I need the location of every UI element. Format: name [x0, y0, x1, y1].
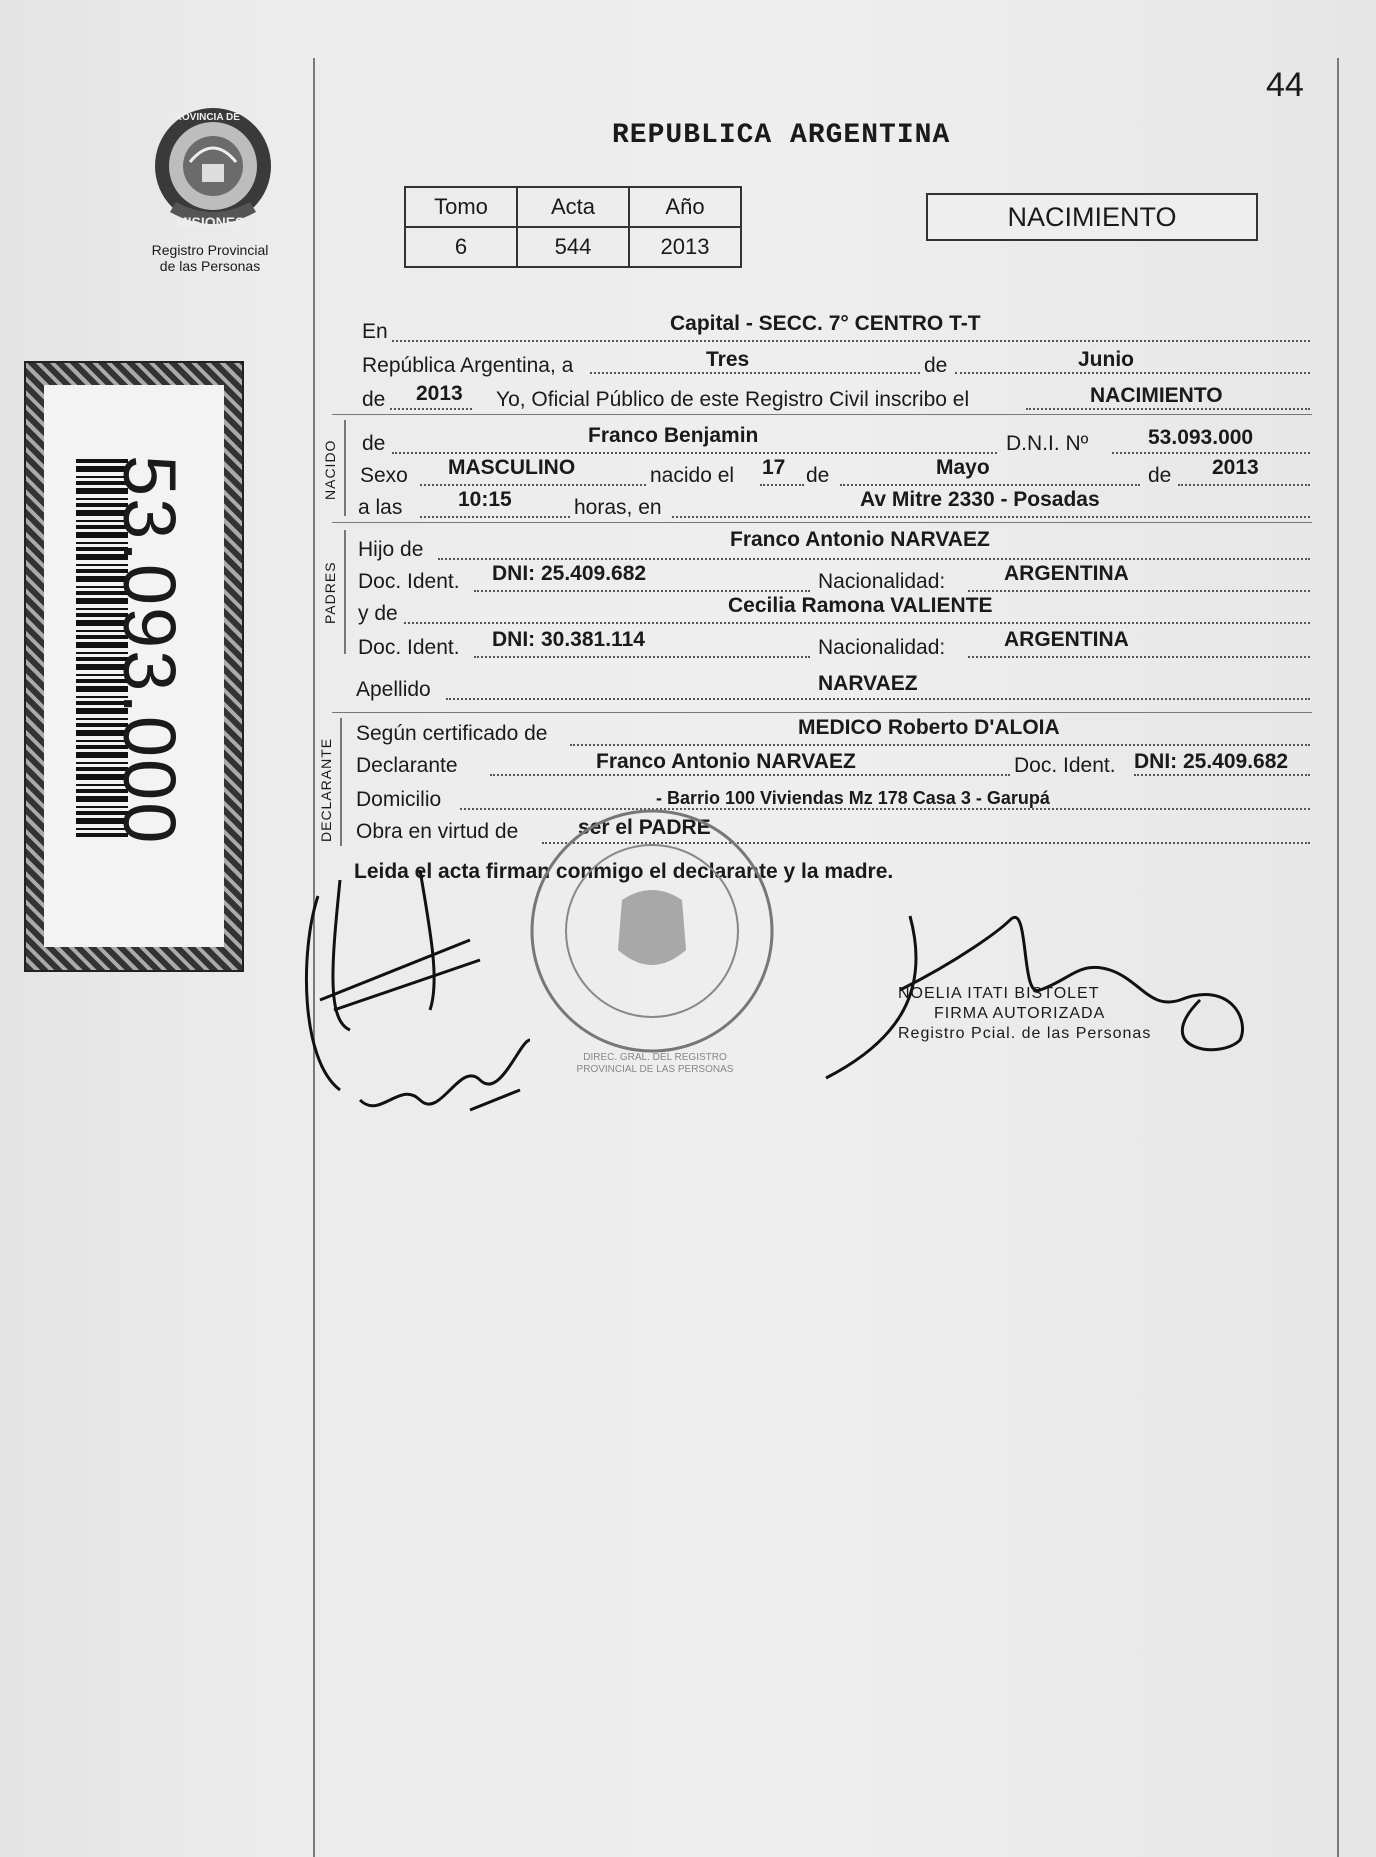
dotted-rule: [542, 842, 1310, 844]
header-tomo: Tomo: [405, 187, 517, 227]
label-nacido-el: nacido el: [650, 464, 735, 487]
right-margin-line: [1337, 58, 1339, 1857]
value-apellido: NARVAEZ: [818, 672, 918, 695]
label-dni: D.N.I. Nº: [1006, 432, 1089, 455]
signer-name: NOELIA ITATI BISTOLET: [898, 985, 1100, 1002]
label-horas: horas, en: [574, 496, 662, 519]
dotted-rule: [474, 656, 810, 658]
label-republica: República Argentina, a: [362, 354, 574, 377]
value-birth-year: 2013: [1212, 456, 1259, 479]
dotted-rule: [1112, 452, 1310, 454]
value-birth-time: 10:15: [458, 488, 512, 511]
signer-office: Registro Pcial. de las Personas: [898, 1025, 1152, 1042]
padres-bracket: [344, 530, 346, 654]
page-number: 44: [1266, 66, 1304, 104]
section-separator: [332, 522, 1312, 523]
dotted-rule: [840, 484, 1140, 486]
header-acta: Acta: [517, 187, 629, 227]
dotted-rule: [490, 774, 1010, 776]
signer-block: [898, 984, 1151, 1044]
label-inscribo: Yo, Oficial Público de este Registro Civil inscribo el: [496, 388, 970, 411]
dotted-rule: [420, 516, 570, 518]
value-mother-name: Cecilia Ramona VALIENTE: [728, 594, 993, 617]
barcode-label: [24, 361, 244, 972]
register-table-value-row: [405, 227, 741, 267]
label-father-nationality: Nacionalidad:: [818, 570, 946, 593]
value-declarante-name: Franco Antonio NARVAEZ: [596, 750, 856, 773]
dotted-rule: [968, 590, 1310, 592]
logo-arc-bottom: MISIONES: [176, 214, 245, 230]
value-child-name: Franco Benjamin: [588, 424, 759, 447]
dotted-rule: [420, 484, 646, 486]
value-father-doc: DNI: 25.409.682: [492, 562, 647, 585]
label-nacido-de: de: [362, 432, 386, 455]
label-mother-nationality: Nacionalidad:: [818, 636, 946, 659]
register-table-header-row: [405, 187, 741, 227]
dotted-rule: [474, 590, 810, 592]
label-hijo-de: Hijo de: [358, 538, 424, 561]
value-birth-day: 17: [762, 456, 786, 479]
dotted-rule: [570, 744, 1310, 746]
dotted-rule: [404, 622, 1310, 624]
value-day: Tres: [706, 348, 750, 371]
dotted-rule: [590, 372, 920, 374]
value-month: Junio: [1078, 348, 1134, 371]
logo-caption-line1: Registro Provincial: [151, 242, 269, 258]
label-obra: Obra en virtud de: [356, 820, 519, 843]
value-year: 2013: [416, 382, 463, 405]
value-father-nationality: ARGENTINA: [1004, 562, 1129, 585]
section-separator: [332, 712, 1312, 713]
value-ano: 2013: [629, 227, 741, 267]
value-acta: 544: [517, 227, 629, 267]
value-mother-doc: DNI: 30.381.114: [492, 628, 645, 651]
section-separator: [332, 414, 1312, 415]
value-child-dni: 53.093.000: [1148, 426, 1254, 449]
value-birth-month: Mayo: [936, 456, 990, 479]
label-de-year: de: [362, 388, 386, 411]
label-de-month: de: [924, 354, 948, 377]
left-margin-line: [313, 58, 315, 1857]
logo-caption: [120, 242, 300, 274]
value-domicilio: - Barrio 100 Viviendas Mz 178 Casa 3 - Garupá: [656, 788, 1050, 808]
dotted-rule: [1178, 484, 1310, 486]
label-sexo: Sexo: [360, 464, 408, 487]
dotted-rule: [390, 408, 472, 410]
dotted-rule: [438, 558, 1310, 560]
nacido-bracket: [344, 420, 346, 516]
dotted-rule: [968, 656, 1310, 658]
value-place: Capital - SECC. 7° CENTRO T-T: [670, 312, 981, 335]
value-act: NACIMIENTO: [1090, 384, 1223, 407]
label-a-las: a las: [358, 496, 403, 519]
dotted-rule: [392, 452, 997, 454]
value-father-name: Franco Antonio NARVAEZ: [730, 528, 990, 551]
label-de-birth-year: de: [1148, 464, 1172, 487]
label-certificado: Según certificado de: [356, 722, 548, 745]
value-birth-place: Av Mitre 2330 - Posadas: [860, 488, 1100, 511]
record-type-box: NACIMIENTO: [926, 193, 1258, 241]
dotted-rule: [446, 698, 1310, 700]
closing-statement: Leida el acta firman conmigo el declarante y la madre.: [354, 860, 894, 883]
label-en: En: [362, 320, 388, 343]
value-certificado: MEDICO Roberto D'ALOIA: [798, 716, 1060, 739]
label-declarante-doc: Doc. Ident.: [1014, 754, 1116, 777]
label-mother-doc: Doc. Ident.: [358, 636, 460, 659]
header-ano: Año: [629, 187, 741, 227]
declarante-bracket: [340, 718, 342, 846]
value-declarante-doc: DNI: 25.409.682: [1134, 750, 1289, 773]
side-label-padres: PADRES: [322, 561, 338, 624]
register-table: [404, 186, 742, 268]
dotted-rule: [955, 372, 1310, 374]
signer-role: FIRMA AUTORIZADA: [934, 1005, 1106, 1022]
dotted-rule: [1134, 774, 1310, 776]
document-title: REPUBLICA ARGENTINA: [612, 120, 951, 151]
value-tomo: 6: [405, 227, 517, 267]
barcode-number: 53.093.000: [108, 455, 191, 846]
dotted-rule: [1026, 408, 1310, 410]
label-de-birth-month: de: [806, 464, 830, 487]
label-father-doc: Doc. Ident.: [358, 570, 460, 593]
side-label-nacido: NACIDO: [322, 439, 338, 500]
logo-arc-top: PROVINCIA DE: [168, 112, 240, 123]
label-domicilio: Domicilio: [356, 788, 442, 811]
logo-caption-line2: de las Personas: [159, 258, 261, 274]
label-y-de: y de: [358, 602, 398, 625]
side-label-declarante: DECLARANTE: [318, 737, 334, 842]
label-apellido: Apellido: [356, 678, 431, 701]
value-sexo: MASCULINO: [448, 456, 576, 479]
dotted-rule: [392, 340, 1310, 342]
label-declarante: Declarante: [356, 754, 458, 777]
dotted-rule: [760, 484, 804, 486]
value-obra: ser el PADRE: [578, 816, 711, 839]
value-mother-nationality: ARGENTINA: [1004, 628, 1129, 651]
barcode-inner: [44, 385, 224, 947]
dotted-rule: [672, 516, 1310, 518]
stamp-text: DIREC. GRAL. DEL REGISTRO PROVINCIAL DE LAS PERSONAS: [576, 1052, 734, 1075]
